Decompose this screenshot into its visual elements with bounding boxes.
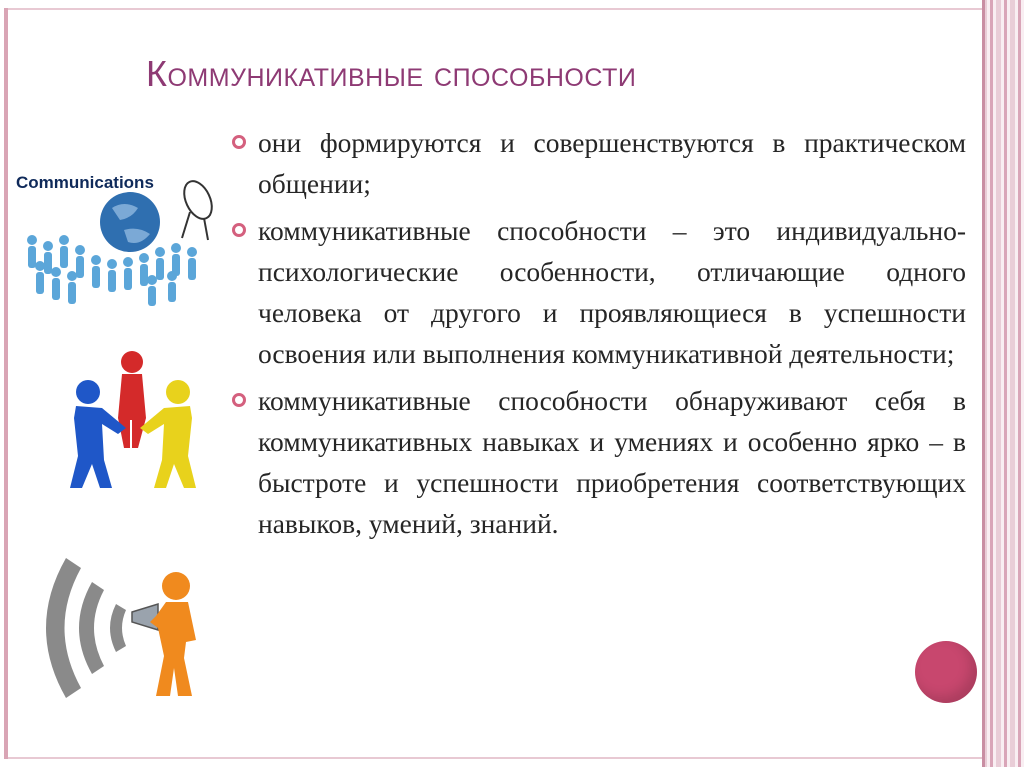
- satellite-dish-icon: [179, 177, 217, 240]
- communications-label: Communications: [16, 173, 154, 192]
- frame-bottom-border: [8, 757, 983, 759]
- frame-left-border: [4, 8, 8, 759]
- communications-illustration: [12, 160, 217, 310]
- frame-top-border: [8, 8, 983, 10]
- globe-icon: [100, 192, 160, 252]
- bullet-text: коммуникативные способности – это индивидуально-психологические особенности, отличающие одного человека от другого и проявляющиеся в успешности освоения или выполнения коммуникативной деятельности;: [258, 215, 966, 369]
- decorative-circle: [915, 641, 977, 703]
- bullet-marker-icon: [232, 223, 246, 237]
- sound-waves-icon: [46, 558, 126, 698]
- bullet-marker-icon: [232, 393, 246, 407]
- slide-title: Коммуникативные способности: [146, 53, 637, 94]
- megaphone-speaker-illustration: [26, 548, 226, 708]
- orange-person-icon: [150, 572, 196, 696]
- bullet-item: [232, 380, 966, 544]
- blue-person-icon: [70, 380, 126, 488]
- people-circle-illustration: [62, 348, 202, 496]
- red-person-icon: [118, 351, 146, 448]
- bullet-text: они формируются и совершенствуются в практическом общении;: [258, 127, 966, 199]
- decorative-stripes: [982, 0, 1024, 767]
- yellow-person-icon: [140, 380, 196, 488]
- bullet-item: [232, 122, 966, 204]
- bullet-item: [232, 210, 966, 374]
- bullet-list: [232, 122, 966, 550]
- bullet-marker-icon: [232, 135, 246, 149]
- bullet-text: коммуникативные способности обнаруживают себя в коммуникативных навыках и умениях и особенно ярко – в быстроте и успешности приобретения соответствующих навыков, умений, знаний.: [258, 385, 966, 539]
- megaphone-icon: [132, 604, 158, 630]
